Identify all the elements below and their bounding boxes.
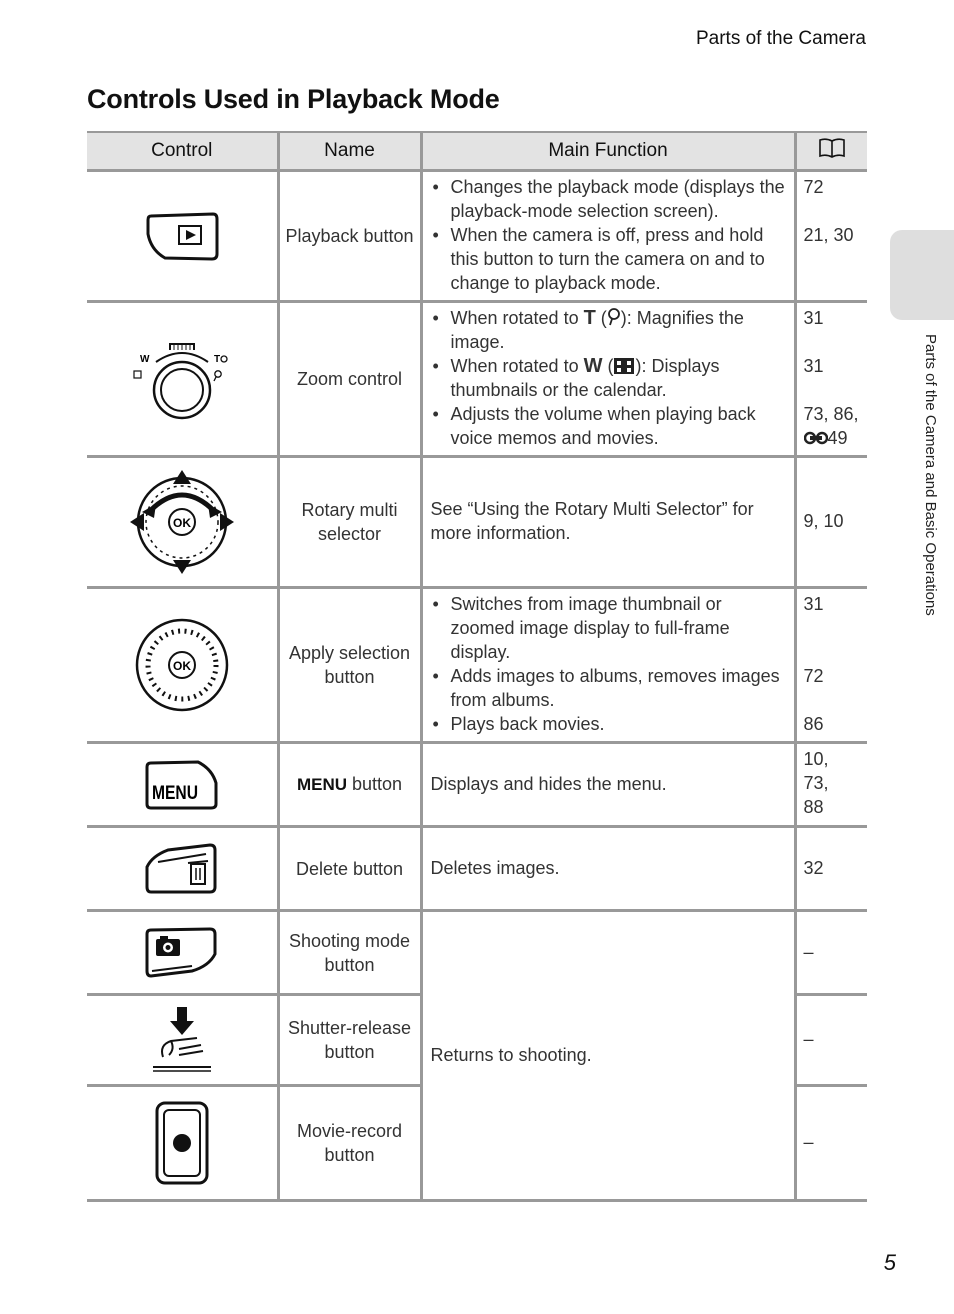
control-cell — [87, 588, 278, 743]
function-item: • Plays back movies. — [451, 712, 786, 736]
name-cell: Playback button — [278, 171, 421, 302]
function-cell: Deletes images. — [421, 827, 795, 911]
table-row — [87, 302, 867, 457]
reference-cell: 9, 10 — [795, 457, 867, 588]
zoom-control-icon — [132, 336, 232, 422]
function-item: • When the camera is off, press and hold this button to turn the camera on and to change to playback mode. — [451, 223, 786, 295]
function-item: • Adjusts the volume when playing back voice memos and movies. — [451, 402, 786, 450]
thumbnail-icon — [613, 357, 635, 375]
control-cell — [87, 302, 278, 457]
svg-text:OK: OK — [172, 516, 191, 530]
page-ref: 31 — [803, 594, 824, 614]
table-row — [87, 911, 867, 995]
control-cell — [87, 827, 278, 911]
function-item: • Switches from image thumbnail or zoomed image display to full-frame display. — [451, 592, 786, 664]
reference-cell — [795, 743, 867, 827]
function-item: • When rotated to T ( ): Magnifies the image. — [451, 306, 786, 354]
magnify-icon — [607, 308, 621, 326]
svg-text:OK: OK — [172, 659, 191, 673]
function-text: When rotated to — [450, 308, 584, 328]
table-row — [87, 457, 867, 588]
function-text: ): Displays thumbnails or the calendar. — [450, 356, 720, 400]
control-cell — [87, 1086, 278, 1201]
book-reference-icon — [817, 137, 847, 159]
table-header-row — [87, 132, 867, 171]
reference-cell: – — [795, 911, 867, 995]
page-ref: 73, — [803, 773, 829, 793]
table-row — [87, 171, 867, 302]
controls-table — [87, 131, 867, 1202]
side-tab-label: Parts of the Camera and Basic Operations — [922, 334, 939, 616]
control-cell — [87, 457, 278, 588]
reference-cell: – — [795, 995, 867, 1086]
apply-selection-button-icon — [134, 617, 230, 713]
page-ref: 73, 86, — [803, 404, 859, 424]
function-cell: Returns to shooting. — [421, 911, 795, 1201]
menu-button-icon — [144, 759, 220, 811]
control-cell — [87, 995, 278, 1086]
playback-button-icon — [143, 210, 221, 262]
shooting-mode-button-icon — [144, 926, 220, 980]
reference-cell: 32 — [795, 827, 867, 911]
name-cell — [278, 743, 421, 827]
name-cell: Zoom control — [278, 302, 421, 457]
page-ref: 21, 30 — [803, 225, 854, 245]
page-ref: 72 — [803, 666, 824, 686]
tele-letter: T — [583, 307, 596, 329]
header-control: Control — [87, 132, 278, 171]
name-cell: Apply selection button — [278, 588, 421, 743]
control-cell — [87, 743, 278, 827]
running-header: Parts of the Camera — [695, 28, 866, 49]
function-item: • Adds images to albums, removes images from albums. — [451, 664, 786, 712]
control-cell — [87, 171, 278, 302]
table-row — [87, 827, 867, 911]
svg-text:T: T — [213, 354, 220, 365]
menu-glyph: MENU — [296, 775, 347, 794]
page-title: Controls Used in Playback Mode — [87, 84, 500, 114]
function-cell — [421, 302, 795, 457]
reference-cell — [795, 302, 867, 457]
function-cell — [421, 588, 795, 743]
function-cell: Displays and hides the menu. — [421, 743, 795, 827]
control-cell — [87, 911, 278, 995]
rotary-multi-selector-icon — [127, 468, 237, 576]
movie-record-button-icon — [154, 1100, 210, 1186]
reference-cell: – — [795, 1086, 867, 1201]
side-tab — [890, 230, 954, 320]
name-cell: Movie-record button — [278, 1086, 421, 1201]
name-cell: Delete button — [278, 827, 421, 911]
page-ref: 88 — [803, 797, 824, 817]
page-ref — [804, 426, 861, 450]
page-ref: 31 — [803, 356, 824, 376]
header-name: Name — [278, 132, 421, 171]
page-ref: 72 — [803, 177, 824, 197]
page-ref-number: 49 — [827, 428, 848, 448]
function-item: • When rotated to W ( ): Displays thumbnails or the calendar. — [451, 354, 786, 402]
reference-cell — [795, 171, 867, 302]
page-ref: 86 — [803, 714, 824, 734]
name-text: button — [352, 774, 403, 794]
page-ref: 31 — [803, 308, 824, 328]
header-reference — [795, 132, 867, 171]
page-number: 5 — [883, 1250, 896, 1275]
function-cell: See “Using the Rotary Multi Selector” for more information. — [421, 457, 795, 588]
svg-text:W: W — [139, 354, 150, 365]
shutter-release-button-icon — [149, 1005, 215, 1075]
reference-cell — [795, 588, 867, 743]
table-row — [87, 588, 867, 743]
function-text: ): Magnifies the image. — [450, 308, 744, 352]
wide-letter: W — [583, 355, 603, 377]
name-cell: Rotary multi selector — [278, 457, 421, 588]
page-ref: 10, — [803, 749, 829, 769]
function-cell — [421, 171, 795, 302]
reference-section-icon — [804, 430, 828, 446]
table-row — [87, 743, 867, 827]
delete-button-icon — [144, 842, 220, 896]
name-cell: Shooting mode button — [278, 911, 421, 995]
function-item: • Changes the playback mode (displays the playback-mode selection screen). — [451, 175, 786, 223]
svg-text:MENU: MENU — [151, 782, 198, 804]
function-text: When rotated to — [450, 356, 584, 376]
header-function: Main Function — [421, 132, 795, 171]
name-cell: Shutter-release button — [278, 995, 421, 1086]
